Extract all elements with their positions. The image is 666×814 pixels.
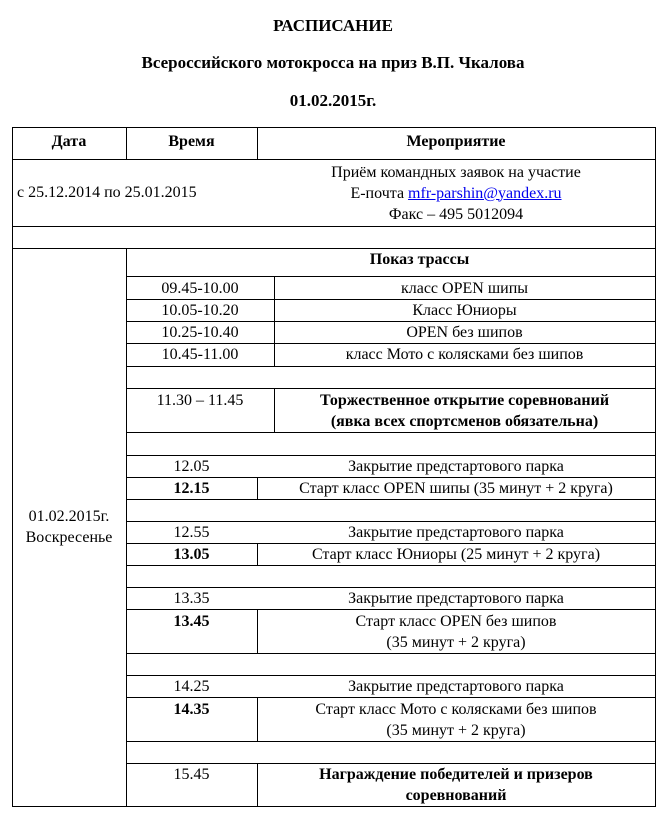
header-date: Дата [51,133,87,150]
table-rule [12,806,656,807]
document-subtitle: Всероссийского мотокросса на приз В.П. Чкалова [141,53,525,72]
table-rule [126,653,656,654]
opening-line: Торжественное открытие соревнований [319,391,610,409]
race-day-cell [12,248,126,806]
close-time: 14.25 [173,678,210,695]
close-time: 12.05 [173,458,210,475]
start-time: 13.05 [173,546,210,563]
track-show-title: Показ трассы [369,251,470,268]
start-line: (35 минут + 2 круга) [386,721,526,739]
close-time: 13.35 [173,590,210,607]
start-line: (35 минут + 2 круга) [386,633,526,651]
table-rule [126,432,656,433]
applications-info [257,159,655,226]
track-show-event: Класс Юниоры [412,302,517,319]
start-line: Старт класс OPEN без шипов [355,612,557,630]
table-rule [126,276,656,277]
awards-event [257,764,655,806]
applications-line: Приём командных заявок на участие [331,163,581,181]
header-event: Мероприятие [406,133,506,150]
document-title: РАСПИСАНИЕ [273,16,393,35]
track-show-event: OPEN без шипов [406,324,523,341]
table-rule [126,499,656,500]
start-event [257,610,655,653]
close-event: Закрытие предстартового парка [348,678,564,695]
applications-email-line [350,183,561,204]
awards-line: Награждение победителей и призеров [319,766,593,783]
table-rule [655,127,656,807]
email-link[interactable]: mfr-parshin@yandex.ru [408,184,562,202]
start-event: Старт класс OPEN шипы (35 минут + 2 круга) [299,480,613,497]
track-show-event: класс OPEN шипы [400,280,529,297]
race-day-date: 01.02.2015г. [28,508,110,525]
awards-line: соревнований [405,787,507,804]
track-show-time: 10.25-10.40 [161,324,239,341]
track-show-time: 10.45-11.00 [161,346,239,363]
track-show-time: 09.45-10.00 [161,280,239,297]
start-line: Старт класс Мото с колясками без шипов [315,700,597,718]
race-day-weekday: Воскресенье [25,529,113,546]
table-rule [126,366,656,367]
applications-period: с 25.12.2014 по 25.01.2015 [17,184,197,201]
close-time: 12.55 [173,524,210,541]
opening-line: (явка всех спортсменов обязательна) [330,412,599,430]
header-time: Время [168,133,215,150]
applications-fax: Факс – 495 5012094 [388,205,524,223]
close-event: Закрытие предстартового парка [348,524,564,541]
start-event: Старт класс Юниоры (25 минут + 2 круга) [311,546,601,563]
table-rule [12,226,656,227]
close-event: Закрытие предстартового парка [348,590,564,607]
track-show-event: класс Мото с колясками без шипов [345,346,584,363]
document-date: 01.02.2015г. [289,91,377,110]
close-event: Закрытие предстартового парка [348,458,564,475]
email-label: Е-почта [350,184,409,202]
start-time: 14.35 [173,700,210,718]
opening-time: 11.30 – 11.45 [156,391,244,409]
track-show-time: 10.05-10.20 [161,302,239,319]
table-rule [126,565,656,566]
start-event [257,698,655,741]
opening-event [274,389,655,432]
start-time: 13.45 [173,612,210,630]
table-rule [126,741,656,742]
awards-time: 15.45 [173,766,210,783]
start-time: 12.15 [173,480,210,497]
